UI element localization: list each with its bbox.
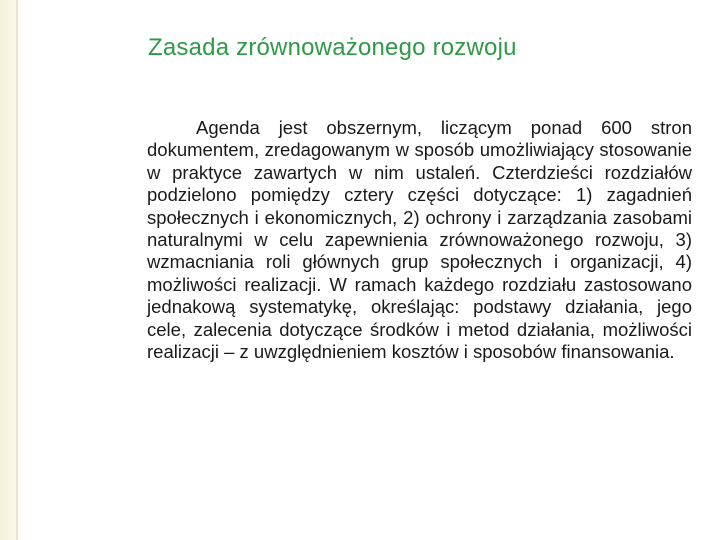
decorative-left-band (0, 0, 16, 540)
slide-body-text: Agenda jest obszernym, liczącym ponad 600 stron dokumentem, zredagowanym w sposób umożliwiający stosowanie w praktyce zawartych w nim ustaleń. Czterdzieści rozdziałów podzielono pomiędzy cztery części dotyczące: 1) zagadnień społecznych i ekonomicznych, 2) ochrony i zarządzania zasobami naturalnymi w celu zapewnienia zrównoważonego rozwoju, 3) wzmacniania roli głównych grup społecznych i organizacji, 4) możliwości realizacji. W ramach każdego rozdziału zastosowano jednakową systematykę, określając: podstawy działania, jego cele, zalecenia dotyczące środków i metod działania, możliwości realizacji – z uwzględnieniem kosztów i sposobów finansowania. (147, 117, 692, 363)
slide-title: Zasada zrównoważonego rozwoju (148, 34, 517, 61)
decorative-band-edge (16, 0, 18, 540)
